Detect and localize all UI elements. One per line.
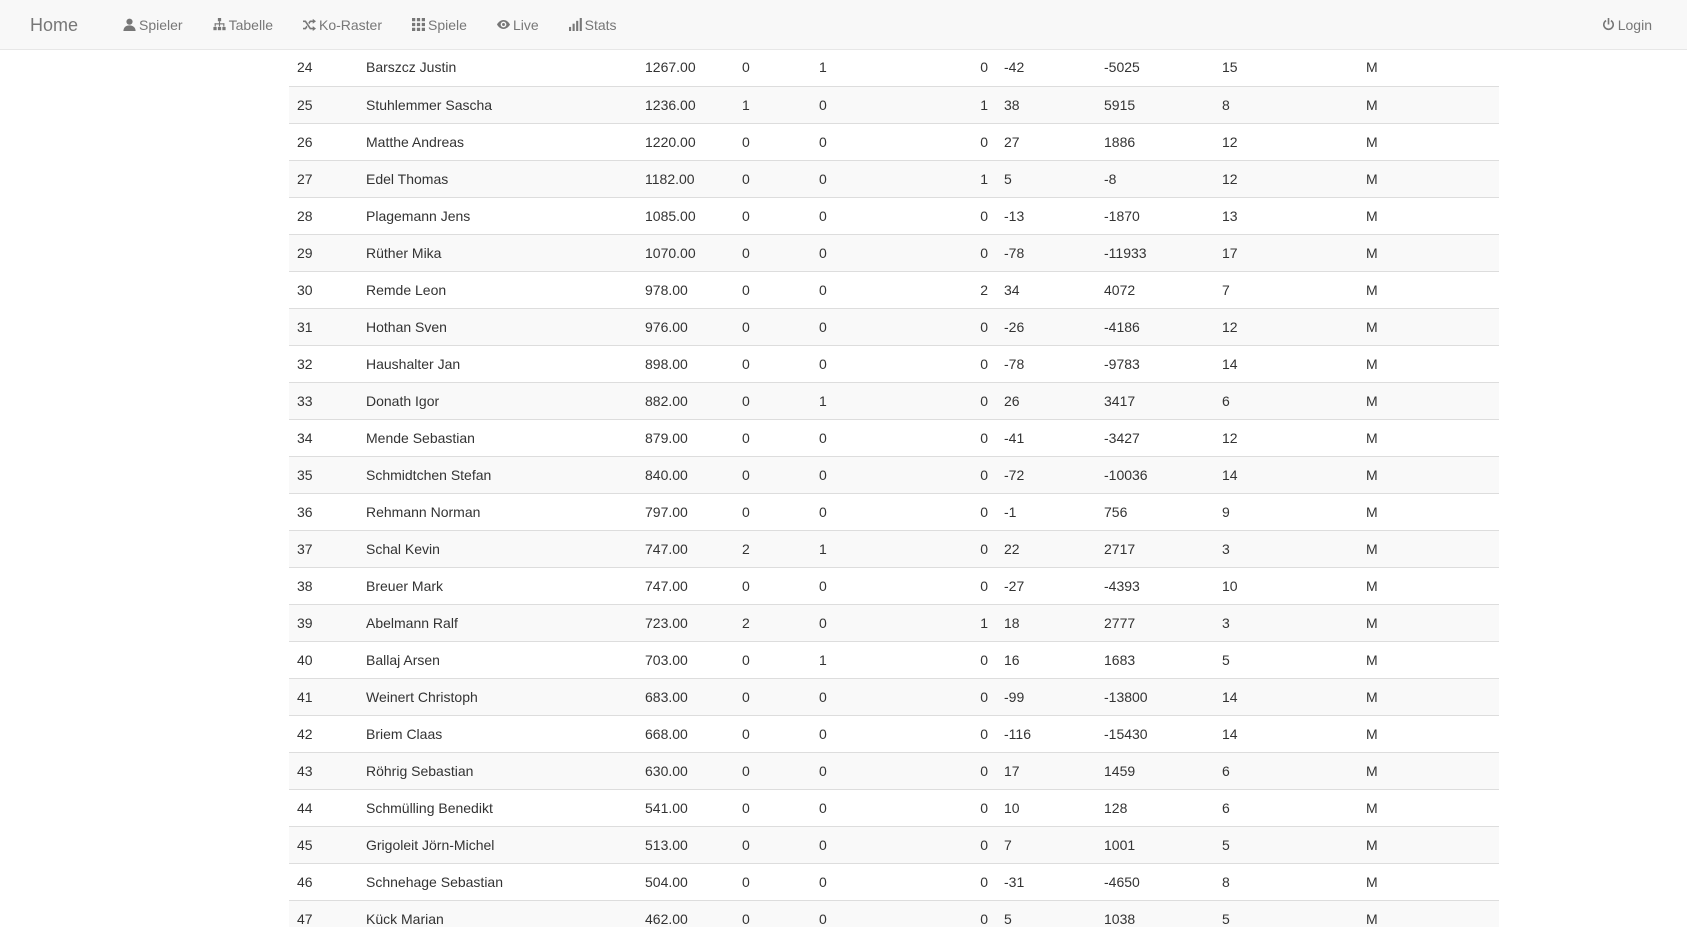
cell-player-name: Haushalter Jan [358, 345, 637, 382]
table-row [289, 530, 1499, 567]
cell-rank: 39 [289, 604, 358, 641]
cell-player-name: Barszcz Justin [366, 59, 457, 76]
login-link[interactable] [1587, 0, 1667, 50]
cell-points: 1220.00 [637, 123, 734, 160]
cell-col-5: 0 [811, 308, 919, 345]
cell-rank: 36 [289, 493, 358, 530]
table-row [289, 234, 1499, 271]
cell-col-4: 0 [734, 160, 811, 197]
cell-col-4: 0 [734, 863, 811, 900]
cell-col-6: 0 [919, 863, 996, 900]
cell-games: 10 [1214, 567, 1358, 604]
cell-score: -1870 [1096, 197, 1214, 234]
cell-points: 1085.00 [637, 197, 734, 234]
cell-player-name: Mende Sebastian [358, 419, 637, 456]
user-icon [123, 18, 136, 31]
cell-games: 7 [1214, 271, 1358, 308]
nav-item-label: Live [512, 16, 539, 33]
login-label: Login [1617, 16, 1652, 33]
cell-rank: 38 [289, 567, 358, 604]
nav-item-live[interactable] [482, 0, 554, 50]
cell-games: 8 [1214, 863, 1358, 900]
cell-score: 1886 [1096, 123, 1214, 160]
cell-category: M [1358, 900, 1499, 927]
cell-score: 5915 [1096, 86, 1214, 123]
cell-rank: 41 [289, 678, 358, 715]
cell-col-4: 0 [734, 715, 811, 752]
cell-points: 683.00 [637, 678, 734, 715]
cell-diff: -26 [996, 308, 1096, 345]
cell-category: M [1358, 382, 1499, 419]
table-row [289, 678, 1499, 715]
cell-col-4: 0 [734, 345, 811, 382]
cell-category: M [1358, 789, 1499, 826]
table-row [289, 419, 1499, 456]
cell-col-4: 0 [734, 271, 811, 308]
cell-score: 1459 [1096, 752, 1214, 789]
cell-category: M [1358, 567, 1499, 604]
cell-rank: 24 [297, 59, 313, 76]
table-row [289, 197, 1499, 234]
cell-category: M [1358, 197, 1499, 234]
nav-menu [108, 0, 632, 50]
cell-player-name: Plagemann Jens [358, 197, 637, 234]
cell-diff: -31 [996, 863, 1096, 900]
cell-col-5: 0 [811, 271, 919, 308]
cell-diff: 18 [996, 604, 1096, 641]
eye-icon [497, 18, 510, 31]
cell-player-name: Stuhlemmer Sascha [358, 86, 637, 123]
cell-col-6: 0 [980, 59, 988, 76]
cell-games: 13 [1214, 197, 1358, 234]
standings-table-container [289, 49, 1399, 927]
cell-col-5: 0 [811, 160, 919, 197]
cell-diff: 10 [996, 789, 1096, 826]
cell-col-6: 0 [919, 752, 996, 789]
cell-diff: -78 [996, 234, 1096, 271]
navbar [0, 0, 1687, 50]
cell-col-5: 0 [811, 863, 919, 900]
cell-col-6: 2 [919, 271, 996, 308]
cell-games: 12 [1214, 123, 1358, 160]
table-row [289, 604, 1499, 641]
cell-col-5: 1 [811, 382, 919, 419]
cell-diff: 22 [996, 530, 1096, 567]
table-row [289, 493, 1499, 530]
nav-item-ko-raster[interactable] [288, 0, 397, 50]
cell-points: 976.00 [637, 308, 734, 345]
cell-col-4: 0 [734, 382, 811, 419]
cell-score: -10036 [1096, 456, 1214, 493]
cell-games: 12 [1214, 308, 1358, 345]
standings-table-body [289, 49, 1499, 927]
cell-rank: 28 [289, 197, 358, 234]
cell-col-6: 0 [919, 641, 996, 678]
table-row [289, 49, 1499, 86]
cell-score: -4650 [1096, 863, 1214, 900]
cell-col-4: 2 [734, 530, 811, 567]
cell-col-4: 0 [734, 826, 811, 863]
cell-rank: 29 [289, 234, 358, 271]
table-row [289, 345, 1499, 382]
cell-col-6: 0 [919, 789, 996, 826]
cell-score: -8 [1096, 160, 1214, 197]
cell-player-name: Briem Claas [358, 715, 637, 752]
cell-score: 1038 [1096, 900, 1214, 927]
cell-player-name: Kück Marian [358, 900, 637, 927]
cell-diff: 34 [996, 271, 1096, 308]
cell-col-6: 0 [919, 456, 996, 493]
nav-item-stats[interactable] [554, 0, 632, 50]
cell-category: M [1358, 308, 1499, 345]
cell-score: -11933 [1096, 234, 1214, 271]
cell-col-5: 0 [811, 86, 919, 123]
cell-rank: 30 [289, 271, 358, 308]
cell-col-6: 0 [919, 530, 996, 567]
cell-category: M [1358, 160, 1499, 197]
cell-player-name: Remde Leon [358, 271, 637, 308]
cell-games: 12 [1214, 419, 1358, 456]
cell-col-5: 1 [811, 641, 919, 678]
cell-rank: 31 [289, 308, 358, 345]
nav-item-spieler[interactable] [108, 0, 198, 50]
table-row [289, 160, 1499, 197]
cell-col-6: 0 [919, 567, 996, 604]
cell-games: 9 [1214, 493, 1358, 530]
cell-score: 1683 [1096, 641, 1214, 678]
cell-diff: -1 [996, 493, 1096, 530]
cell-col-5: 0 [811, 345, 919, 382]
standings-table [289, 49, 1499, 927]
cell-player-name: Schal Kevin [358, 530, 637, 567]
cell-col-5: 0 [811, 715, 919, 752]
stats-icon [569, 18, 582, 31]
cell-col-4: 0 [734, 123, 811, 160]
cell-col-6: 0 [919, 900, 996, 927]
cell-col-4: 0 [742, 59, 750, 76]
cell-games: 5 [1214, 900, 1358, 927]
nav-item-label: Spieler [139, 16, 183, 33]
cell-player-name: Rüther Mika [358, 234, 637, 271]
nav-item-label: Tabelle [228, 16, 273, 33]
cell-col-5: 0 [811, 567, 919, 604]
cell-col-4: 0 [734, 493, 811, 530]
cell-diff: 5 [996, 160, 1096, 197]
cell-rank: 37 [289, 530, 358, 567]
cell-points: 513.00 [637, 826, 734, 863]
cell-diff: -27 [996, 567, 1096, 604]
cell-points: 747.00 [637, 530, 734, 567]
nav-item-label: Spiele [428, 16, 467, 33]
cell-score: -13800 [1096, 678, 1214, 715]
cell-category: M [1358, 493, 1499, 530]
cell-rank: 33 [289, 382, 358, 419]
table-row [289, 456, 1499, 493]
cell-score: 3417 [1096, 382, 1214, 419]
cell-col-4: 0 [734, 567, 811, 604]
cell-col-5: 0 [811, 678, 919, 715]
cell-category: M [1358, 530, 1499, 567]
cell-col-6: 1 [919, 160, 996, 197]
cell-games: 14 [1214, 456, 1358, 493]
cell-diff: 17 [996, 752, 1096, 789]
cell-rank: 34 [289, 419, 358, 456]
cell-diff: -99 [996, 678, 1096, 715]
cell-player-name: Hothan Sven [358, 308, 637, 345]
cell-col-4: 1 [734, 86, 811, 123]
cell-games: 8 [1214, 86, 1358, 123]
table-row [289, 382, 1499, 419]
cell-rank: 43 [289, 752, 358, 789]
cell-points: 462.00 [637, 900, 734, 927]
cell-col-6: 1 [919, 86, 996, 123]
cell-col-4: 0 [734, 641, 811, 678]
cell-games: 14 [1214, 678, 1358, 715]
cell-category: M [1358, 86, 1499, 123]
cell-rank: 44 [289, 789, 358, 826]
grid-icon [412, 18, 425, 31]
cell-col-5: 0 [811, 456, 919, 493]
cell-col-4: 0 [734, 197, 811, 234]
table-row [289, 715, 1499, 752]
cell-col-6: 0 [919, 493, 996, 530]
cell-score: 4072 [1096, 271, 1214, 308]
cell-rank: 46 [289, 863, 358, 900]
cell-rank: 26 [289, 123, 358, 160]
cell-rank: 25 [289, 86, 358, 123]
sitemap-icon [213, 18, 226, 31]
cell-points: 879.00 [637, 419, 734, 456]
cell-score: -15430 [1096, 715, 1214, 752]
cell-col-5: 0 [811, 197, 919, 234]
power-icon [1602, 18, 1615, 31]
cell-diff: -78 [996, 345, 1096, 382]
cell-player-name: Ballaj Arsen [358, 641, 637, 678]
cell-player-name: Rehmann Norman [358, 493, 637, 530]
cell-col-4: 0 [734, 678, 811, 715]
cell-col-5: 0 [811, 789, 919, 826]
cell-score: -9783 [1096, 345, 1214, 382]
cell-score: 128 [1096, 789, 1214, 826]
table-row [289, 86, 1499, 123]
cell-games: 5 [1214, 826, 1358, 863]
cell-diff: 7 [996, 826, 1096, 863]
cell-category: M [1358, 678, 1499, 715]
cell-diff: 5 [996, 900, 1096, 927]
cell-points: 1070.00 [637, 234, 734, 271]
cell-diff: -13 [996, 197, 1096, 234]
cell-rank: 35 [289, 456, 358, 493]
cell-col-4: 0 [734, 789, 811, 826]
cell-points: 668.00 [637, 715, 734, 752]
nav-right [1587, 0, 1687, 50]
cell-points: 1236.00 [637, 86, 734, 123]
table-row [289, 641, 1499, 678]
table-row [289, 271, 1499, 308]
cell-rank: 47 [289, 900, 358, 927]
cell-col-5: 0 [811, 826, 919, 863]
cell-col-5: 0 [811, 123, 919, 160]
cell-player-name: Abelmann Ralf [358, 604, 637, 641]
cell-games: 6 [1214, 382, 1358, 419]
cell-diff: -41 [996, 419, 1096, 456]
nav-item-spiele[interactable] [397, 0, 482, 50]
cell-category: M [1358, 456, 1499, 493]
cell-diff: -72 [996, 456, 1096, 493]
cell-col-5: 0 [811, 234, 919, 271]
cell-col-6: 0 [919, 419, 996, 456]
cell-category: M [1358, 419, 1499, 456]
cell-games: 6 [1214, 789, 1358, 826]
table-row [289, 826, 1499, 863]
table-row [289, 308, 1499, 345]
cell-diff: 16 [996, 641, 1096, 678]
cell-diff: -42 [1004, 59, 1025, 76]
cell-col-5: 0 [811, 419, 919, 456]
cell-category: M [1358, 752, 1499, 789]
cell-category: M [1358, 123, 1499, 160]
cell-col-4: 0 [734, 308, 811, 345]
cell-points: 898.00 [637, 345, 734, 382]
cell-score: 2717 [1096, 530, 1214, 567]
random-icon [303, 18, 316, 31]
cell-col-4: 0 [734, 456, 811, 493]
table-row [289, 789, 1499, 826]
cell-diff: 38 [996, 86, 1096, 123]
cell-col-5: 0 [811, 752, 919, 789]
cell-col-5: 0 [811, 493, 919, 530]
cell-diff: 26 [996, 382, 1096, 419]
cell-category: M [1358, 604, 1499, 641]
cell-score: -4393 [1096, 567, 1214, 604]
cell-col-4: 0 [734, 752, 811, 789]
home-brand-link[interactable]: Home [30, 14, 79, 35]
cell-col-5: 0 [811, 604, 919, 641]
cell-points: 797.00 [637, 493, 734, 530]
cell-diff: 27 [996, 123, 1096, 160]
cell-player-name: Weinert Christoph [358, 678, 637, 715]
cell-category: M [1358, 715, 1499, 752]
cell-col-6: 1 [919, 604, 996, 641]
cell-rank: 40 [289, 641, 358, 678]
nav-item-label: Ko-Raster [318, 16, 383, 33]
cell-games: 17 [1214, 234, 1358, 271]
nav-item-tabelle[interactable] [198, 0, 288, 50]
cell-player-name: Schnehage Sebastian [358, 863, 637, 900]
cell-player-name: Donath Igor [358, 382, 637, 419]
nav-item-label: Stats [584, 16, 617, 33]
cell-col-4: 0 [734, 419, 811, 456]
cell-games: 14 [1214, 715, 1358, 752]
cell-col-5: 1 [819, 59, 827, 76]
cell-col-4: 2 [734, 604, 811, 641]
cell-points: 840.00 [637, 456, 734, 493]
table-row [289, 863, 1499, 900]
cell-score: -4186 [1096, 308, 1214, 345]
cell-score: -3427 [1096, 419, 1214, 456]
cell-points: 723.00 [637, 604, 734, 641]
cell-games: 5 [1214, 641, 1358, 678]
cell-category: M [1358, 234, 1499, 271]
cell-rank: 45 [289, 826, 358, 863]
cell-score: -5025 [1104, 59, 1140, 76]
cell-category: M [1358, 641, 1499, 678]
cell-games: 6 [1214, 752, 1358, 789]
cell-points: 1182.00 [637, 160, 734, 197]
cell-points: 747.00 [637, 567, 734, 604]
cell-player-name: Breuer Mark [358, 567, 637, 604]
cell-col-6: 0 [919, 715, 996, 752]
cell-col-6: 0 [919, 308, 996, 345]
cell-category: M [1358, 826, 1499, 863]
cell-games: 12 [1214, 160, 1358, 197]
cell-score: 756 [1096, 493, 1214, 530]
cell-category: M [1366, 59, 1378, 76]
cell-games: 3 [1214, 604, 1358, 641]
cell-games: 14 [1214, 345, 1358, 382]
cell-col-4: 0 [734, 234, 811, 271]
table-row [289, 123, 1499, 160]
cell-rank: 32 [289, 345, 358, 382]
cell-category: M [1358, 863, 1499, 900]
table-row [289, 752, 1499, 789]
cell-points: 882.00 [637, 382, 734, 419]
cell-points: 541.00 [637, 789, 734, 826]
table-row [289, 567, 1499, 604]
cell-points: 703.00 [637, 641, 734, 678]
cell-col-6: 0 [919, 826, 996, 863]
cell-points: 504.00 [637, 863, 734, 900]
cell-points: 1267.00 [645, 59, 696, 76]
cell-player-name: Grigoleit Jörn-Michel [358, 826, 637, 863]
cell-category: M [1358, 345, 1499, 382]
cell-points: 630.00 [637, 752, 734, 789]
cell-rank: 42 [289, 715, 358, 752]
cell-col-5: 1 [811, 530, 919, 567]
table-row [289, 900, 1499, 927]
cell-col-6: 0 [919, 382, 996, 419]
cell-player-name: Edel Thomas [358, 160, 637, 197]
cell-points: 978.00 [637, 271, 734, 308]
cell-player-name: Schmülling Benedikt [358, 789, 637, 826]
cell-player-name: Schmidtchen Stefan [358, 456, 637, 493]
cell-col-6: 0 [919, 234, 996, 271]
cell-player-name: Röhrig Sebastian [358, 752, 637, 789]
cell-games: 3 [1214, 530, 1358, 567]
cell-col-6: 0 [919, 197, 996, 234]
cell-score: 2777 [1096, 604, 1214, 641]
cell-col-4: 0 [734, 900, 811, 927]
cell-diff: -116 [996, 715, 1096, 752]
cell-col-5: 0 [811, 900, 919, 927]
cell-col-6: 0 [919, 345, 996, 382]
cell-score: 1001 [1096, 826, 1214, 863]
cell-rank: 27 [289, 160, 358, 197]
cell-col-6: 0 [919, 678, 996, 715]
cell-player-name: Matthe Andreas [358, 123, 637, 160]
cell-games: 15 [1222, 59, 1238, 76]
cell-col-6: 0 [919, 123, 996, 160]
cell-category: M [1358, 271, 1499, 308]
